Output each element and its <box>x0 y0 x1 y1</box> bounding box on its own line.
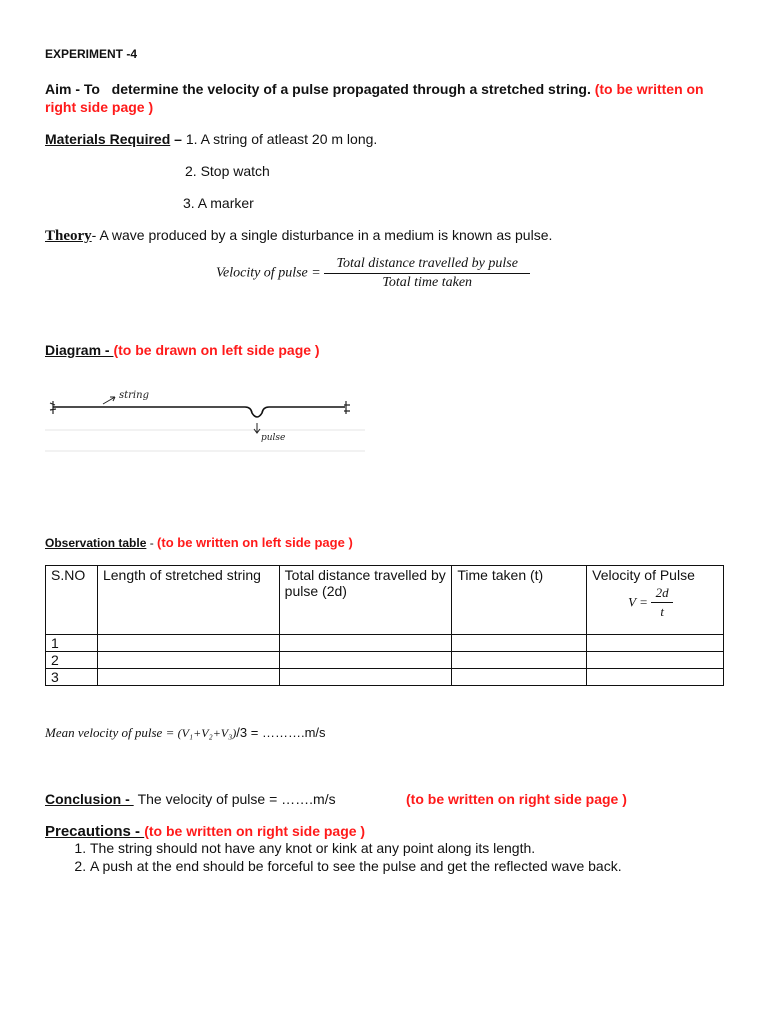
conclusion-label: Conclusion - <box>45 791 134 807</box>
materials-dash: – <box>170 131 186 147</box>
precautions-list <box>45 839 745 875</box>
precautions-label: Precautions - <box>45 823 145 840</box>
table-cell <box>97 669 279 686</box>
observation-label: Observation table <box>45 536 147 550</box>
observation-table <box>45 565 724 686</box>
mean-velocity-lhs: Mean velocity of pulse = <box>45 725 178 740</box>
conclusion-note: (to be written on right side page ) <box>406 791 627 807</box>
aim-note: (to be written on <box>594 81 704 97</box>
aim-label: Aim - To <box>45 81 100 97</box>
material-item: 2. Stop watch <box>185 163 270 179</box>
experiment-title: EXPERIMENT -4 <box>45 47 138 61</box>
material-item: 3. A marker <box>183 195 254 211</box>
row-number: 3 <box>46 669 98 686</box>
table-cell <box>452 652 587 669</box>
mean-velocity-expr: (V₁+V₂+V₃) <box>177 726 237 740</box>
velocity-mini-formula <box>592 585 718 620</box>
precaution-item: 2. A push at the end should be forceful to see the pulse and get the reflected wave back. <box>90 857 745 875</box>
diagram-label: Diagram - <box>45 342 114 358</box>
table-cell <box>279 669 452 686</box>
table-cell <box>587 652 724 669</box>
header-sno: S.NO <box>46 566 98 635</box>
materials-heading <box>45 130 377 148</box>
conclusion-text: The velocity of pulse = …….m/s <box>137 791 336 807</box>
table-header-row <box>46 566 724 635</box>
mean-velocity-rest: /3 = ……….m/s <box>236 725 326 740</box>
mini-formula-lhs: V = <box>628 594 648 610</box>
table-cell <box>279 635 452 652</box>
table-row <box>46 669 724 686</box>
header-length: Length of stretched string <box>97 566 279 635</box>
theory-text: - A wave produced by a single disturbance in a medium is known as pulse. <box>91 227 553 243</box>
precaution-item: 1. The string should not have any knot or kink at any point along its length. <box>90 839 745 857</box>
table-cell <box>587 669 724 686</box>
observation-note: (to be written on left side page ) <box>157 535 353 550</box>
pulse-diagram-svg <box>45 383 365 455</box>
table-cell <box>452 635 587 652</box>
formula-numerator: Total distance travelled by pulse <box>324 256 530 274</box>
table-cell <box>587 635 724 652</box>
observation-dash: - <box>146 536 158 550</box>
string-label: string <box>119 390 149 401</box>
aim-section <box>45 80 735 116</box>
theory-label: Theory <box>45 228 92 244</box>
table-cell <box>97 652 279 669</box>
conclusion-section <box>45 790 336 808</box>
header-velocity <box>587 566 724 635</box>
table-cell <box>279 652 452 669</box>
table-cell <box>452 669 587 686</box>
mini-formula-numerator: 2d <box>651 585 673 603</box>
materials-label: Materials Required <box>45 131 171 147</box>
row-number: 2 <box>46 652 98 669</box>
formula-denominator: Total time taken <box>382 275 473 290</box>
row-number: 1 <box>46 635 98 652</box>
table-row <box>46 635 724 652</box>
aim-note-cont: right side page ) <box>45 99 154 115</box>
precautions-note: (to be written on right side page ) <box>144 823 366 839</box>
pulse-label: pulse <box>261 433 286 443</box>
aim-text: determine the velocity of a pulse propagated through a stretched string. <box>111 81 591 97</box>
mini-formula-denominator: t <box>660 604 664 619</box>
diagram-note: (to be drawn on left side page ) <box>113 342 320 358</box>
mean-velocity-line <box>45 725 326 741</box>
diagram-heading <box>45 341 320 359</box>
header-velocity-label: Velocity of Pulse <box>592 567 695 583</box>
precautions-list-container <box>45 839 745 875</box>
table-cell <box>97 635 279 652</box>
theory-section <box>45 226 552 245</box>
table-row <box>46 652 724 669</box>
header-time: Time taken (t) <box>452 566 587 635</box>
formula-fraction <box>324 256 530 291</box>
velocity-formula <box>216 256 530 291</box>
header-distance: Total distance travelled by pulse (2d) <box>279 566 452 635</box>
pulse-diagram <box>45 383 365 455</box>
formula-lhs: Velocity of pulse = <box>216 265 321 281</box>
observation-heading <box>45 535 353 551</box>
mini-formula-fraction <box>651 585 673 620</box>
material-item: 1. A string of atleast 20 m long. <box>185 131 378 147</box>
